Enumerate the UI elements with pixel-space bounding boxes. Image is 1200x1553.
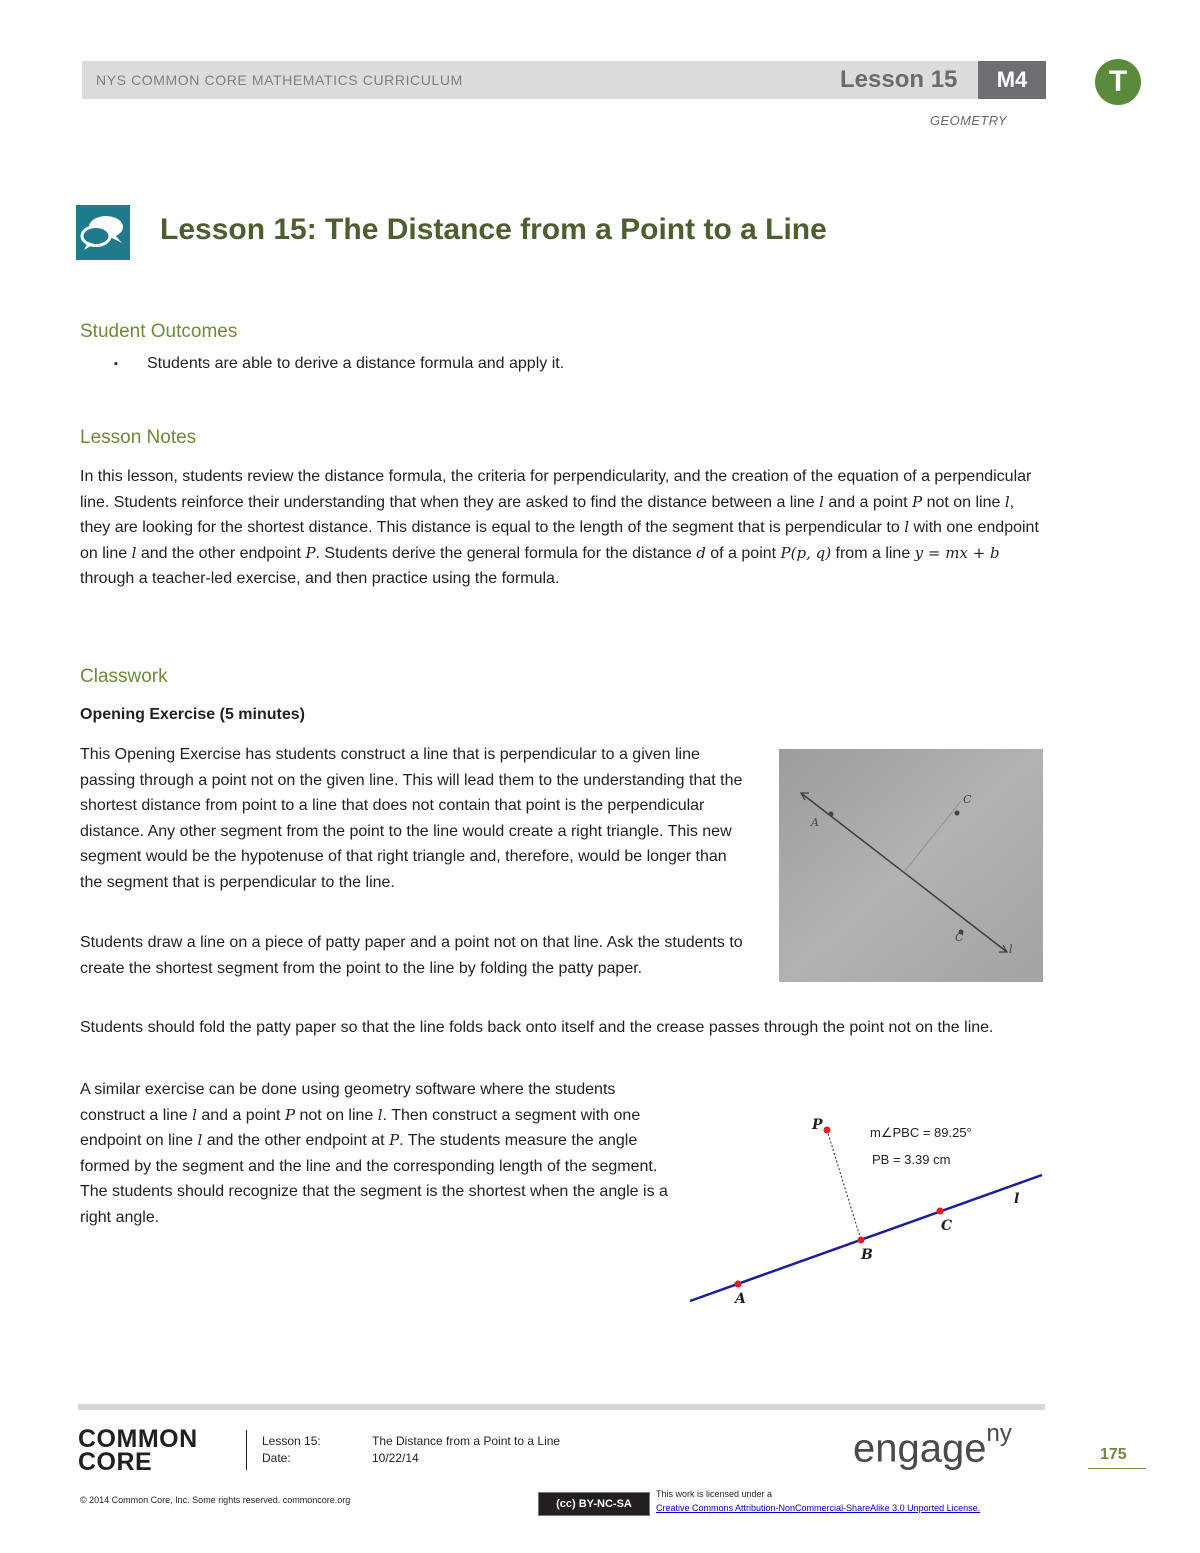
- outcome-item: Students are able to derive a distance formula and apply it.: [147, 355, 565, 372]
- classwork-heading: Classwork: [80, 666, 168, 687]
- svg-text:C: C: [955, 931, 964, 944]
- copyright-notice: © 2014 Common Core, Inc. Some rights reserved. commoncore.org: [80, 1495, 351, 1505]
- engageny-logo: engage$^{ny}$: [853, 1420, 1012, 1471]
- geometry-software-figure: [680, 1105, 1050, 1315]
- license-text: This work is licensed under a: [656, 1489, 773, 1499]
- svg-text:C: C: [963, 793, 972, 806]
- common-core-logo: COMMON CORE: [78, 1425, 198, 1476]
- point-c: [937, 1208, 944, 1215]
- footer-lesson-label: Lesson 15:: [262, 1434, 321, 1448]
- line-l: [690, 1175, 1042, 1301]
- cc-license-badge: (cc) BY-NC-SA: [538, 1492, 650, 1516]
- opening-paragraph-3: Students should fold the patty paper so that the line folds back onto itself and the crease passes through the point not on the line.: [80, 1019, 994, 1036]
- length-measure: PB = 3.39 cm: [872, 1152, 951, 1167]
- opening-exercise-title: Opening Exercise (5 minutes): [80, 706, 305, 723]
- student-outcomes-heading: Student Outcomes: [80, 321, 238, 342]
- opening-paragraph-1: This Opening Exercise has students construct a line that is perpendicular to a given line passing through a point not on the given line. This will lead them to the understanding that the shortest distance from point to a line that does not contain that point is the perpendicular distance. Any other segment from the point to the line would create a right triangle. This new segment would be the hypotenuse of that right triangle and, therefore, would be longer than the segment that is perpendicular to the line.: [80, 746, 743, 891]
- lesson-notes-heading: Lesson Notes: [80, 427, 197, 448]
- label-l: l: [1014, 1191, 1020, 1207]
- opening-paragraph-4: A similar exercise can be done using geometry software where the students construct a line l and a point P not on line l. Then construct a segment with one endpoint on line l and the other endpoint at P. The students measure the angle formed by the segment and the line and the corresponding length of the segment. The students should recognize that the segment is the shortest when the angle is a right angle.: [80, 1081, 668, 1226]
- svg-text:A: A: [811, 816, 819, 829]
- lesson-number: Lesson 15: [840, 66, 958, 93]
- discussion-icon: [76, 205, 130, 260]
- label-c: C: [941, 1218, 953, 1234]
- page-number: 175: [1100, 1446, 1127, 1463]
- point-a: [735, 1281, 742, 1288]
- module-badge: M4: [978, 61, 1046, 99]
- label-b: B: [861, 1247, 873, 1263]
- curriculum-name: NYS COMMON CORE MATHEMATICS CURRICULUM: [96, 72, 463, 88]
- page-number-rule: [1088, 1468, 1146, 1469]
- angle-measure: m∠PBC = 89.25°: [870, 1125, 972, 1140]
- segment-pb: [827, 1130, 861, 1240]
- point-b: [858, 1237, 865, 1244]
- teacher-badge-icon: T: [1095, 59, 1141, 105]
- subject-label: GEOMETRY: [930, 113, 1008, 128]
- point-p: [824, 1127, 831, 1134]
- license-link[interactable]: Creative Commons Attribution-NonCommercial-ShareAlike 3.0 Unported License.: [656, 1503, 981, 1513]
- opening-paragraph-2: Students draw a line on a piece of patty paper and a point not on that line. Ask the students to create the shortest segment from the point to the line by folding the patty paper.: [80, 934, 743, 977]
- footer-divider: [246, 1430, 247, 1470]
- footer-rule: [78, 1404, 1045, 1410]
- svg-text:l: l: [1009, 943, 1013, 956]
- page-title: Lesson 15: The Distance from a Point to a Line: [160, 213, 827, 246]
- label-a: A: [735, 1291, 746, 1307]
- footer-date: 10/22/14: [372, 1451, 419, 1465]
- footer-date-label: Date:: [262, 1451, 291, 1465]
- bullet-icon: ▪: [114, 358, 118, 370]
- patty-paper-photo: [779, 749, 1043, 982]
- label-p: P: [812, 1117, 823, 1133]
- lesson-notes-paragraph: In this lesson, students review the distance formula, the criteria for perpendicularity, and the creation of the equation of a perpendicular line. Students reinforce their understanding that when they are asked to find the distance between a line l and a point P not on line l, they are looking for the shortest distance. This distance is equal to the length of the segment that is perpendicular to l with one endpoint on line l and the other endpoint P. Students derive the general formula for the distance d of a point P(p, q) from a line y = mx + b through a teacher-led exercise, and then practice using the formula.: [80, 468, 1039, 587]
- footer-lesson-title: The Distance from a Point to a Line: [372, 1434, 561, 1448]
